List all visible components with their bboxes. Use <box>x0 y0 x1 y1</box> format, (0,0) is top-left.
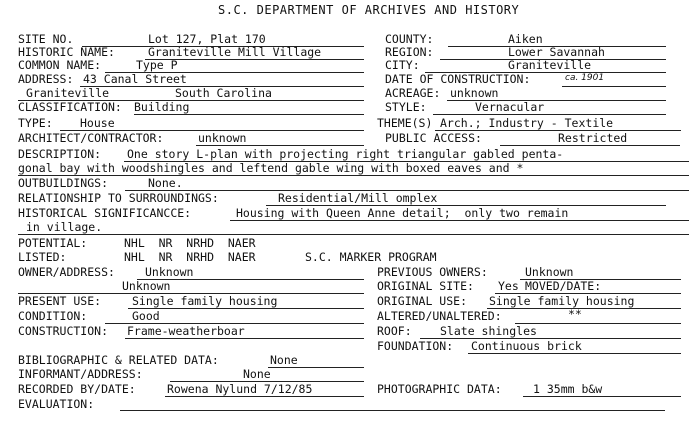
construction-value: Frame-weatherboar <box>127 324 245 338</box>
style-line <box>433 114 666 115</box>
address-value: 43 Canal Street <box>83 72 187 86</box>
altered-line <box>515 323 681 324</box>
region-value: Lower Savannah <box>508 45 605 59</box>
listed-label: LISTED: <box>18 250 67 264</box>
construction-label: CONSTRUCTION: <box>18 324 109 338</box>
photographic-line <box>523 396 681 397</box>
significance-line-1: Housing with Queen Anne detail; only two remain <box>236 206 569 220</box>
foundation-value: Continuous brick <box>471 339 582 353</box>
owner-address-label: OWNER/ADDRESS: <box>18 265 115 279</box>
description-underline-2 <box>18 175 689 176</box>
roof-label: ROOF: <box>377 324 412 338</box>
evaluation-label: EVALUATION: <box>18 397 95 411</box>
foundation-label: FOUNDATION: <box>377 339 454 353</box>
recorded-by-label: RECORDED BY/DATE: <box>18 382 136 396</box>
condition-value: Good <box>132 309 160 323</box>
date-of-construction-label: DATE OF CONSTRUCTION: <box>385 72 531 86</box>
themes-value: Arch.; Industry - Textile <box>440 116 614 130</box>
outbuildings-value: None. <box>148 176 183 190</box>
type-value: House <box>80 116 115 130</box>
public-access-line <box>500 145 680 146</box>
classification-label: CLASSIFICATION: <box>18 100 122 114</box>
architect-line <box>196 145 364 146</box>
region-label: REGION: <box>385 45 434 59</box>
historic-name-label: HISTORIC NAME: <box>18 45 115 59</box>
city-value: Graniteville <box>508 58 592 72</box>
previous-owners-value: Unknown <box>525 265 574 279</box>
present-use-label: PRESENT USE: <box>18 294 102 308</box>
address-state: South Carolina <box>175 86 272 100</box>
bibliographic-label: BIBLIOGRAPHIC & RELATED DATA: <box>18 353 219 367</box>
acreage-value: unknown <box>450 86 499 100</box>
owner-address-line-2: Unknown <box>122 279 171 293</box>
present-use-value: Single family housing <box>132 294 278 308</box>
potential-label: POTENTIAL: <box>18 236 88 250</box>
marker-program: S.C. MARKER PROGRAM <box>305 250 437 264</box>
significance-underline-1 <box>230 220 689 221</box>
construction-line <box>125 338 364 339</box>
public-access-label: PUBLIC ACCESS: <box>385 131 482 145</box>
original-use-line <box>487 308 681 309</box>
description-line-1: One story L-plan with projecting right triangular gabled penta- <box>127 147 564 161</box>
foundation-line <box>468 353 681 354</box>
description-line-2: gonal bay with woodshingles and leftend gable wing with boxed eaves and * <box>18 161 524 175</box>
historic-name-value: Graniteville Mill Village <box>148 45 322 59</box>
owner-address-line <box>137 279 364 280</box>
classification-line <box>134 114 364 115</box>
date-of-construction-value: ca. 1901 <box>565 73 605 83</box>
condition-label: CONDITION: <box>18 309 88 323</box>
informant-label: INFORMANT/ADDRESS: <box>18 367 143 381</box>
present-use-line <box>128 308 364 309</box>
outbuildings-label: OUTBUILDINGS: <box>18 176 109 190</box>
photographic-value: 1 35mm b&w <box>533 382 603 396</box>
altered-label: ALTERED/UNALTERED: <box>377 309 502 323</box>
roof-value: Slate shingles <box>440 324 537 338</box>
moved-date-label: MOVED/DATE: <box>525 279 602 293</box>
bibliographic-value: None <box>270 353 298 367</box>
potential-options: NHL NR NRHD NAER <box>124 236 256 250</box>
city-label: CITY: <box>385 58 420 72</box>
recorded-by-value: Rowena Nylund 7/12/85 <box>167 382 313 396</box>
document-title: S.C. DEPARTMENT OF ARCHIVES AND HISTORY <box>218 3 520 17</box>
bibliographic-line <box>268 367 364 368</box>
address-label: ADDRESS: <box>18 72 74 86</box>
listed-options: NHL NR NRHD NAER <box>124 250 256 264</box>
original-use-label: ORIGINAL USE: <box>377 294 468 308</box>
acreage-label: ACREAGE: <box>385 86 441 100</box>
significance-underline-2 <box>18 234 689 235</box>
common-name-value: Type P <box>136 58 178 72</box>
recorded-by-line <box>165 396 364 397</box>
informant-value: None <box>243 367 271 381</box>
architect-label: ARCHITECT/CONTRACTOR: <box>18 131 164 145</box>
county-value: Aiken <box>508 32 543 46</box>
classification-value: Building <box>134 100 190 114</box>
significance-label: HISTORICAL SIGNIFICANCCE: <box>18 206 192 220</box>
county-label: COUNTY: <box>385 32 434 46</box>
type-label: TYPE: <box>18 116 53 130</box>
architect-value: unknown <box>198 131 247 145</box>
photographic-label: PHOTOGRAPHIC DATA: <box>377 382 502 396</box>
date-of-construction-line <box>562 86 666 87</box>
site-no-label: SITE NO. <box>18 32 74 46</box>
significance-line-2: in village. <box>26 220 103 234</box>
original-use-value: Single family housing <box>489 294 635 308</box>
public-access-value: Restricted <box>558 131 628 145</box>
original-site-value: Yes <box>498 279 519 293</box>
relationship-value: Residential/Mill omplex <box>278 191 438 205</box>
style-label: STYLE: <box>385 100 427 114</box>
altered-value: ** <box>568 307 582 321</box>
themes-label: THEME(S) <box>377 116 433 130</box>
original-site-label: ORIGINAL SITE: <box>377 279 474 293</box>
description-label: DESCRIPTION: <box>18 147 102 161</box>
owner-address-value: Unknown <box>145 265 194 279</box>
previous-owners-label: PREVIOUS OWNERS: <box>377 265 488 279</box>
relationship-label: RELATIONSHIP TO SURROUNDINGS: <box>18 191 219 205</box>
site-no-value: Lot 127, Plat 170 <box>148 32 266 46</box>
style-value: Vernacular <box>475 100 545 114</box>
evaluation-line <box>120 410 665 411</box>
address-city: Graniteville <box>26 86 110 100</box>
common-name-label: COMMON NAME: <box>18 58 102 72</box>
